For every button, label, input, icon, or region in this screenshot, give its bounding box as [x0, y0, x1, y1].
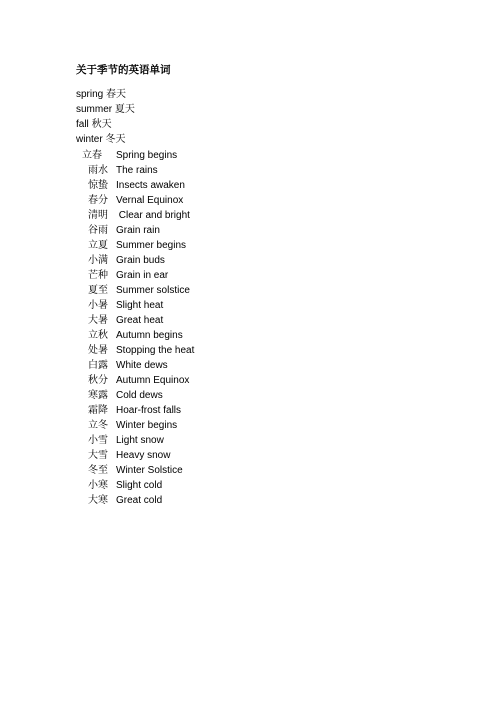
solar-term-row	[82, 298, 194, 313]
solar-term-chinese: 小满	[88, 255, 108, 266]
solar-term-english: Summer solstice	[116, 285, 190, 296]
solar-term-english: Slight heat	[116, 300, 164, 311]
solar-term-chinese: 惊蛰	[88, 180, 108, 191]
solar-term-english: Heavy snow	[116, 450, 171, 461]
solar-term-english: Grain buds	[116, 255, 165, 266]
season-english: winter	[76, 134, 103, 145]
solar-term-row	[82, 223, 194, 238]
solar-term-row	[82, 343, 194, 358]
solar-term-chinese: 春分	[88, 195, 108, 206]
solar-term-row	[82, 478, 194, 493]
solar-term-row	[82, 193, 194, 208]
solar-term-chinese: 大雪	[88, 450, 108, 461]
solar-term-chinese: 秋分	[88, 375, 108, 386]
solar-term-english: Grain rain	[116, 225, 160, 236]
solar-term-english: Hoar-frost falls	[116, 405, 182, 416]
solar-term-chinese: 立夏	[88, 240, 108, 251]
solar-term-english: Cold dews	[116, 390, 163, 401]
solar-term-row	[82, 178, 194, 193]
season-chinese: 秋天	[91, 119, 112, 130]
solar-term-english: Stopping the heat	[116, 345, 195, 356]
solar-term-english: Winter begins	[116, 420, 178, 431]
solar-term-chinese: 大寒	[88, 495, 108, 506]
solar-term-chinese: 清明	[88, 210, 108, 221]
page-title: 关于季节的英语单词	[76, 64, 171, 76]
season-item	[76, 117, 135, 132]
solar-term-chinese: 谷雨	[88, 225, 108, 236]
solar-term-english: Light snow	[116, 435, 164, 446]
solar-term-chinese: 雨水	[88, 165, 108, 176]
season-chinese: 冬天	[105, 134, 126, 145]
solar-term-row	[82, 463, 194, 478]
solar-term-chinese: 立冬	[88, 420, 108, 431]
solar-term-row	[82, 493, 194, 508]
solar-term-row	[82, 328, 194, 343]
solar-term-english: White dews	[116, 360, 168, 371]
solar-term-row	[82, 433, 194, 448]
solar-term-row	[82, 148, 194, 163]
solar-term-chinese: 白露	[88, 360, 108, 371]
solar-term-chinese: 芒种	[88, 270, 108, 281]
solar-term-chinese: 霜降	[88, 405, 108, 416]
solar-term-chinese: 立秋	[88, 330, 108, 341]
season-list	[76, 87, 135, 147]
solar-term-row	[82, 163, 194, 178]
solar-term-row	[82, 268, 194, 283]
solar-term-row	[82, 313, 194, 328]
solar-term-chinese: 冬至	[88, 465, 108, 476]
season-english: summer	[76, 104, 113, 115]
solar-term-english: Great heat	[116, 315, 164, 326]
solar-term-chinese: 大暑	[88, 315, 108, 326]
solar-term-chinese: 小寒	[88, 480, 108, 491]
solar-term-row	[82, 283, 194, 298]
solar-term-row	[82, 403, 194, 418]
solar-term-chinese: 立春	[82, 150, 102, 161]
season-chinese: 春天	[106, 89, 127, 100]
solar-term-english: Insects awaken	[116, 180, 185, 191]
solar-term-english: Summer begins	[116, 240, 187, 251]
solar-term-english: Great cold	[116, 495, 163, 506]
solar-term-row	[82, 238, 194, 253]
season-item	[76, 132, 135, 147]
season-english: fall	[76, 119, 89, 130]
solar-term-chinese: 夏至	[88, 285, 108, 296]
solar-term-row	[82, 448, 194, 463]
solar-term-english: Autumn begins	[116, 330, 183, 341]
solar-term-row	[82, 388, 194, 403]
season-chinese: 夏天	[114, 104, 135, 115]
solar-term-row	[82, 253, 194, 268]
solar-term-row	[82, 373, 194, 388]
solar-term-chinese: 处暑	[88, 345, 108, 356]
season-item	[76, 102, 135, 117]
solar-term-row	[82, 358, 194, 373]
season-item	[76, 87, 135, 102]
solar-term-english: Clear and bright	[116, 210, 190, 221]
solar-term-english: Spring begins	[116, 150, 178, 161]
solar-term-english: Vernal Equinox	[116, 195, 184, 206]
solar-term-row	[82, 208, 194, 223]
solar-terms-list	[82, 148, 194, 508]
season-english: spring	[76, 89, 104, 100]
solar-term-chinese: 寒露	[88, 390, 108, 401]
solar-term-chinese: 小雪	[88, 435, 108, 446]
solar-term-english: Autumn Equinox	[116, 375, 190, 386]
solar-term-chinese: 小暑	[88, 300, 108, 311]
solar-term-english: Grain in ear	[116, 270, 169, 281]
solar-term-english: Slight cold	[116, 480, 163, 491]
solar-term-row	[82, 418, 194, 433]
solar-term-english: Winter Solstice	[116, 465, 183, 476]
solar-term-english: The rains	[116, 165, 158, 176]
